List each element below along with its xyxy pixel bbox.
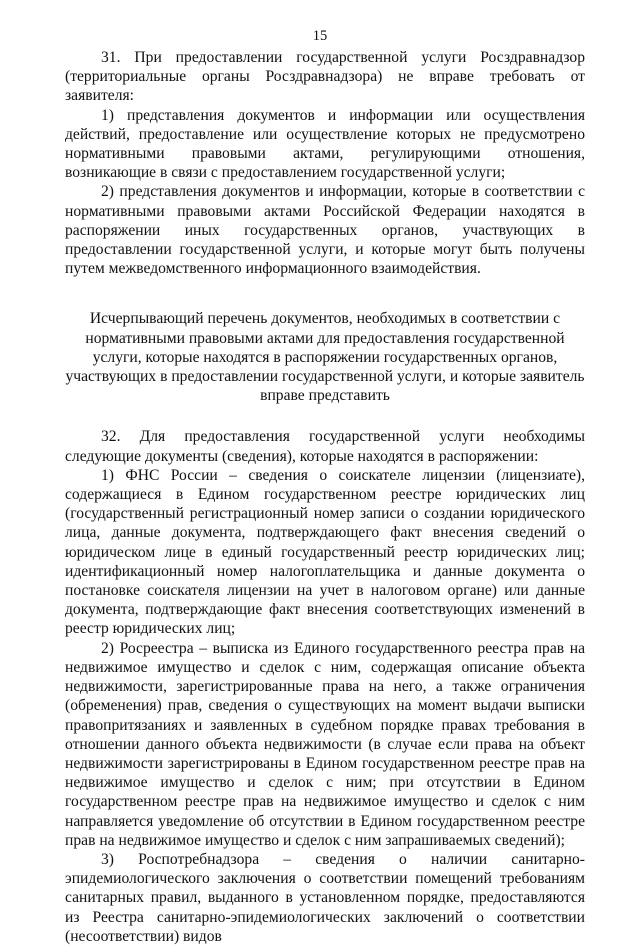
section-32-intro: 32. Для предоставления государственной услуги необходимы следующие документы (сведения), которые находятся в распоряжении: [65, 428, 585, 465]
section-32-item-2: 2) Росреестра – выписка из Единого государственного реестра прав на недвижимое имущество и сделок с ним, содержащая описание объекта недвижимости, зарегистрированные права на него, а также ограничения (обременения) прав, сведения о существующих на момент выдачи выписки правопритязаниях и заявленных в судебном порядке правах требования в отношении данного объекта недвижимости (в случае если права на объект недвижимости зарегистрированы в Едином государственном реестре прав на недвижимое имущество и сделок с ним; при отсутствии в Едином государственном реестре прав на недвижимое имущество и сделок с ним направляется уведомление об отсутствии в Едином государственном реестре прав на недвижимое имущество и сделок с ним запрашиваемых сведений); [65, 639, 585, 849]
section-31-intro: 31. При предоставлении государственной услуги Росздравнадзор (территориальные органы Росздравнадзора) не вправе требовать от заявителя: [65, 49, 585, 105]
document-body [65, 48, 585, 946]
spacer [65, 278, 585, 309]
section-32-item-1: 1) ФНС России – сведения о соискателе лицензии (лицензиате), содержащиеся в Едином государственном реестре юридических лиц (государственный регистрационный номер записи о создании юридического лица, данные документа, подтверждающего факт внесения сведений о юридическом лице в единый государственный реестр юридических лиц; идентификационный номер налогоплательщика и данные документа о постановке соискателя лицензии на учет в налоговом органе) или данные документа, подтверждающие факт внесения соответствующих изменений в реестр юридических лиц; [65, 466, 585, 638]
section-heading: Исчерпывающий перечень документов, необходимых в соответствии с нормативными правовыми актами для предоставления государственной услуги, которые находятся в распоряжении государственных органов, участвующих в предоставлении государственной услуги, и которые заявитель вправе представить [65, 310, 585, 405]
page-number: 15 [312, 28, 328, 44]
section-31-item-2: 2) представления документов и информации, которые в соответствии с нормативными правовыми актами Российской Федерации находятся в распоряжении иных государственных органов, участвующих в предоставлении государственной услуги, и которые могут быть получены путем межведомственного информационного взаимодействия. [65, 183, 585, 278]
spacer [65, 405, 585, 427]
section-32-item-3: 3) Роспотребнадзора – сведения о наличии санитарно-эпидемиологического заключения о соответствии помещений требованиям санитарных правил, выданного в установленном порядке, предоставляются из Реестра санитарно-эпидемиологических заключений о соответствии (несоответствии) видов [65, 850, 585, 945]
section-31-item-1: 1) представления документов и информации или осуществления действий, предоставление или осуществление которых не предусмотрено нормативными правовыми актами, регулирующими отношения, возникающие в связи с предоставлением государственной услуги; [65, 106, 585, 182]
